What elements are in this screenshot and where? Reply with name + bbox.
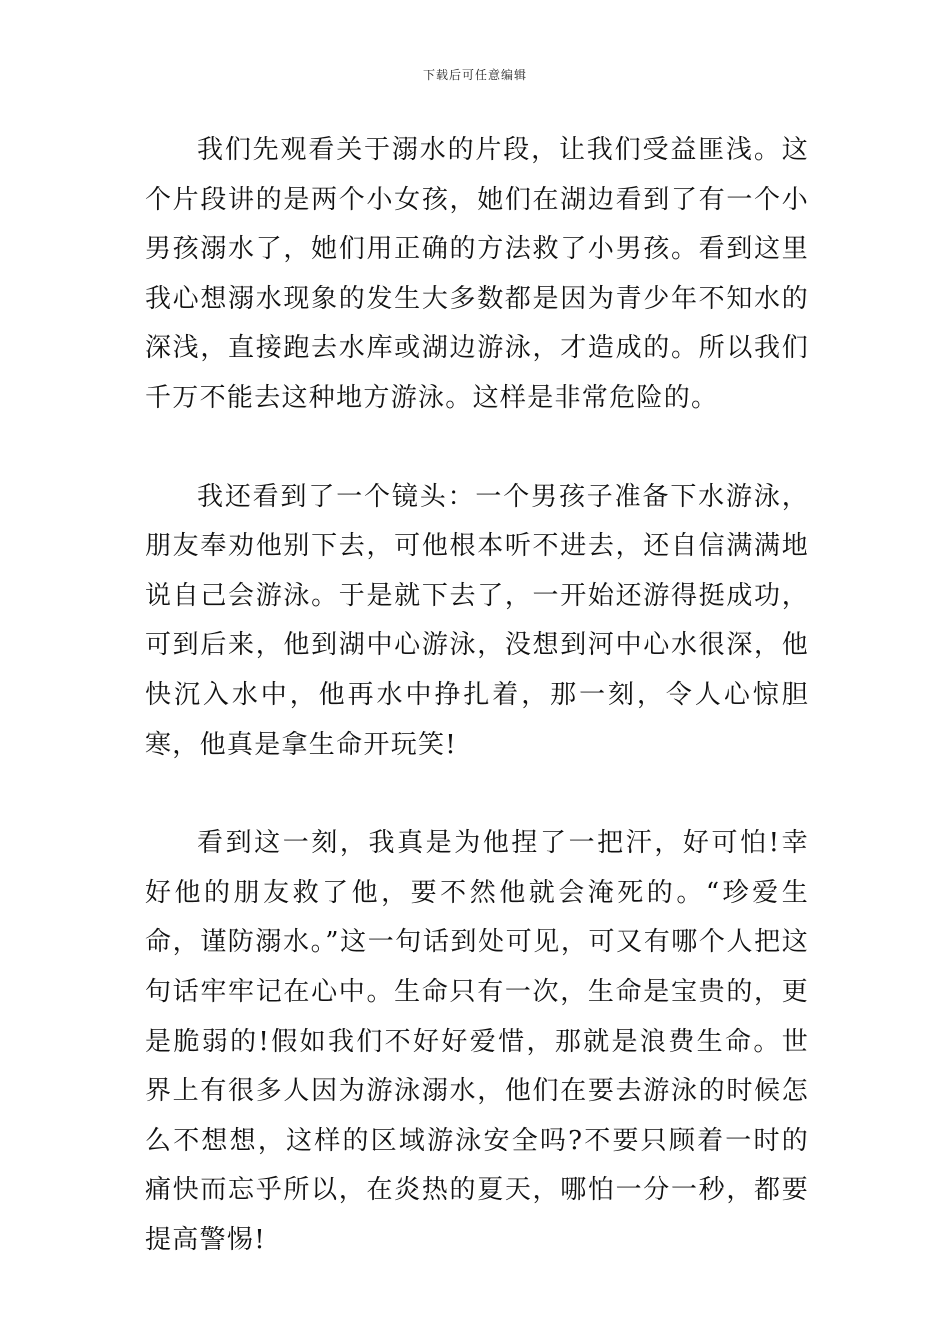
paragraph-1: 我们先观看关于溺水的片段，让我们受益匪浅。这个片段讲的是两个小女孩，她们在湖边看到了有一个小男孩溺水了，她们用正确的方法救了小男孩。看到这里我心想溺水现象的发生大多数都是因为青少年不知水的深浅，直接跑去水库或湖边游泳，才造成的。所以我们千万不能去这种地方游泳。这样是非常危险的。 xyxy=(145,135,809,413)
header-note: 下载后可任意编辑 xyxy=(422,68,527,82)
paragraph-3: 看到这一刻，我真是为他捏了一把汗，好可怕!幸好他的朋友救了他，要不然他就会淹死的。“珍爱生命，谨防溺水。”这一句话到处可见，可又有哪个人把这句话牢牢记在心中。生命只有一次，生命是宝贵的，更是脆弱的!假如我们不好好爱惜，那就是浪费生命。世界上有很多人因为游泳溺水，他们在要去游泳的时候怎么不想想，这样的区域游泳安全吗?不要只顾着一时的痛快而忘乎所以，在炎热的夏天，哪怕一分一秒，都要提高警惕! xyxy=(145,828,809,1255)
document-body xyxy=(145,126,809,1314)
paragraph-2: 我还看到了一个镜头：一个男孩子准备下水游泳，朋友奉劝他别下去，可他根本听不进去，还自信满满地说自己会游泳。于是就下去了，一开始还游得挺成功，可到后来，他到湖中心游泳，没想到河中心水很深，他快沉入水中，他再水中挣扎着，那一刻，令人心惊胆寒，他真是拿生命开玩笑! xyxy=(145,481,809,760)
